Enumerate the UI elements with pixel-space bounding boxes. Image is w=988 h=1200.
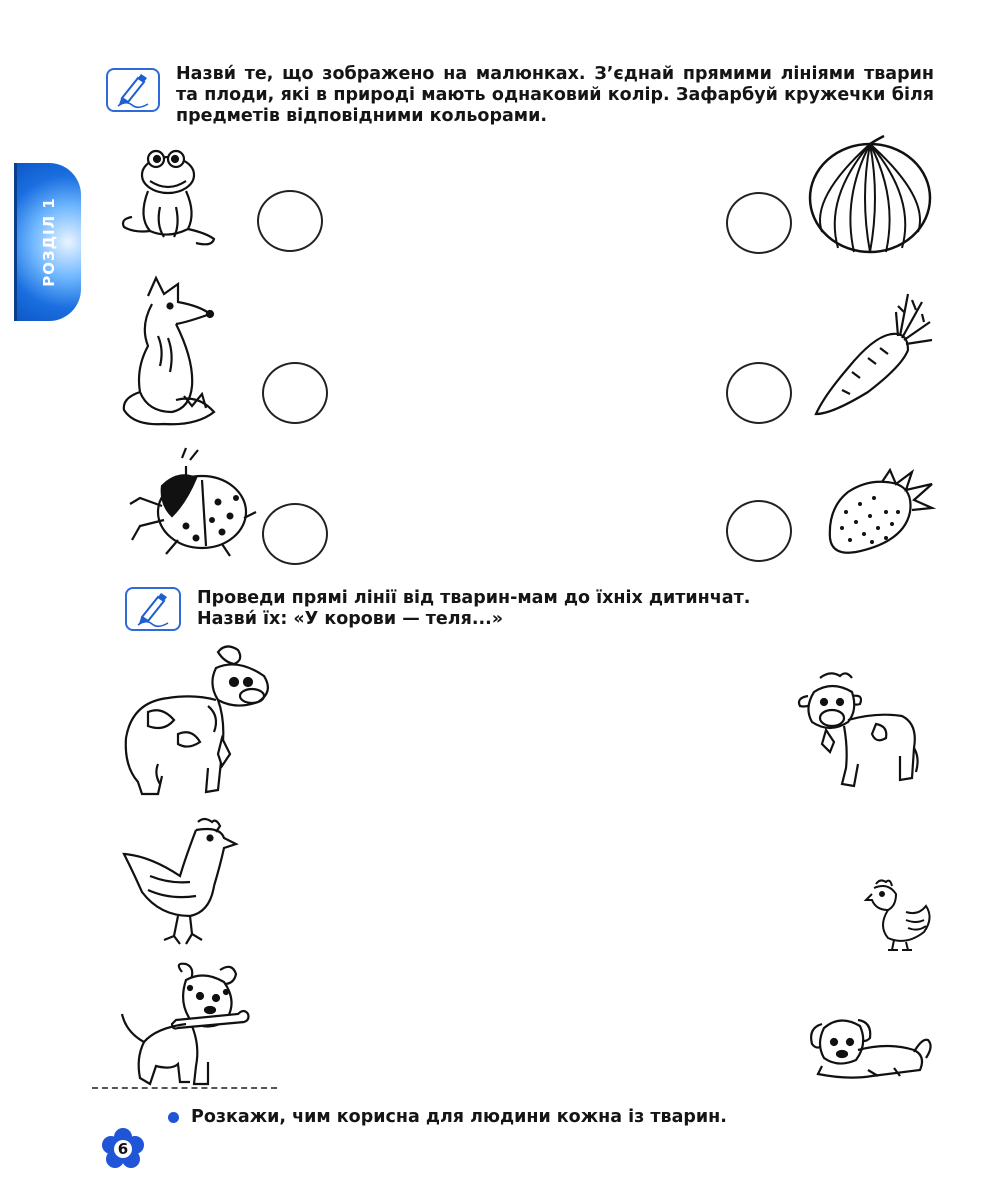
task1-instruction: Назви́ те, що зображено на малюнках. З’єднай прямими лініями тварин та плоди, які в природі мають однаковий колір. Зафарбуй кружечки біля предметів відповідними кольорами. [176, 64, 934, 126]
section-tab [14, 163, 81, 321]
dog-picture [116, 962, 266, 1094]
color-circle-strawberry[interactable] [726, 500, 792, 562]
puppy-picture [808, 1014, 936, 1082]
strawberry-picture [826, 468, 934, 558]
fox-picture [118, 276, 216, 428]
color-circle-ladybug[interactable] [262, 503, 328, 565]
color-circle-fox[interactable] [262, 362, 328, 424]
bottom-question [168, 1107, 727, 1127]
cow-picture [118, 642, 274, 802]
task2-instruction-line1: Проведи прямі лінії від тварин-мам до їхніх дитинчат. [197, 588, 751, 608]
bullet-icon [168, 1112, 179, 1123]
pencil-icon [106, 68, 160, 112]
pencil-icon [125, 587, 181, 631]
watermelon-picture [806, 136, 934, 254]
frog-picture [116, 147, 220, 247]
ground-line [92, 1087, 277, 1093]
task2-instruction-line2: Назви́ їх: «У корови — теля...» [197, 609, 504, 629]
color-circle-watermelon[interactable] [726, 192, 792, 254]
page-number: 6 [117, 1140, 129, 1158]
hen-picture [120, 816, 238, 950]
page-number-badge [102, 1128, 144, 1170]
calf-picture [796, 668, 922, 792]
ladybug-picture [126, 446, 258, 558]
section-tab-label: РОЗДІЛ 1 [40, 197, 58, 287]
color-circle-carrot[interactable] [726, 362, 792, 424]
color-circle-frog[interactable] [257, 190, 323, 252]
carrot-picture [812, 292, 934, 416]
task2-instruction [197, 588, 897, 630]
bottom-question-text: Розкажи, чим корисна для людини кожна із тварин. [191, 1107, 727, 1127]
chick-picture [866, 876, 936, 952]
